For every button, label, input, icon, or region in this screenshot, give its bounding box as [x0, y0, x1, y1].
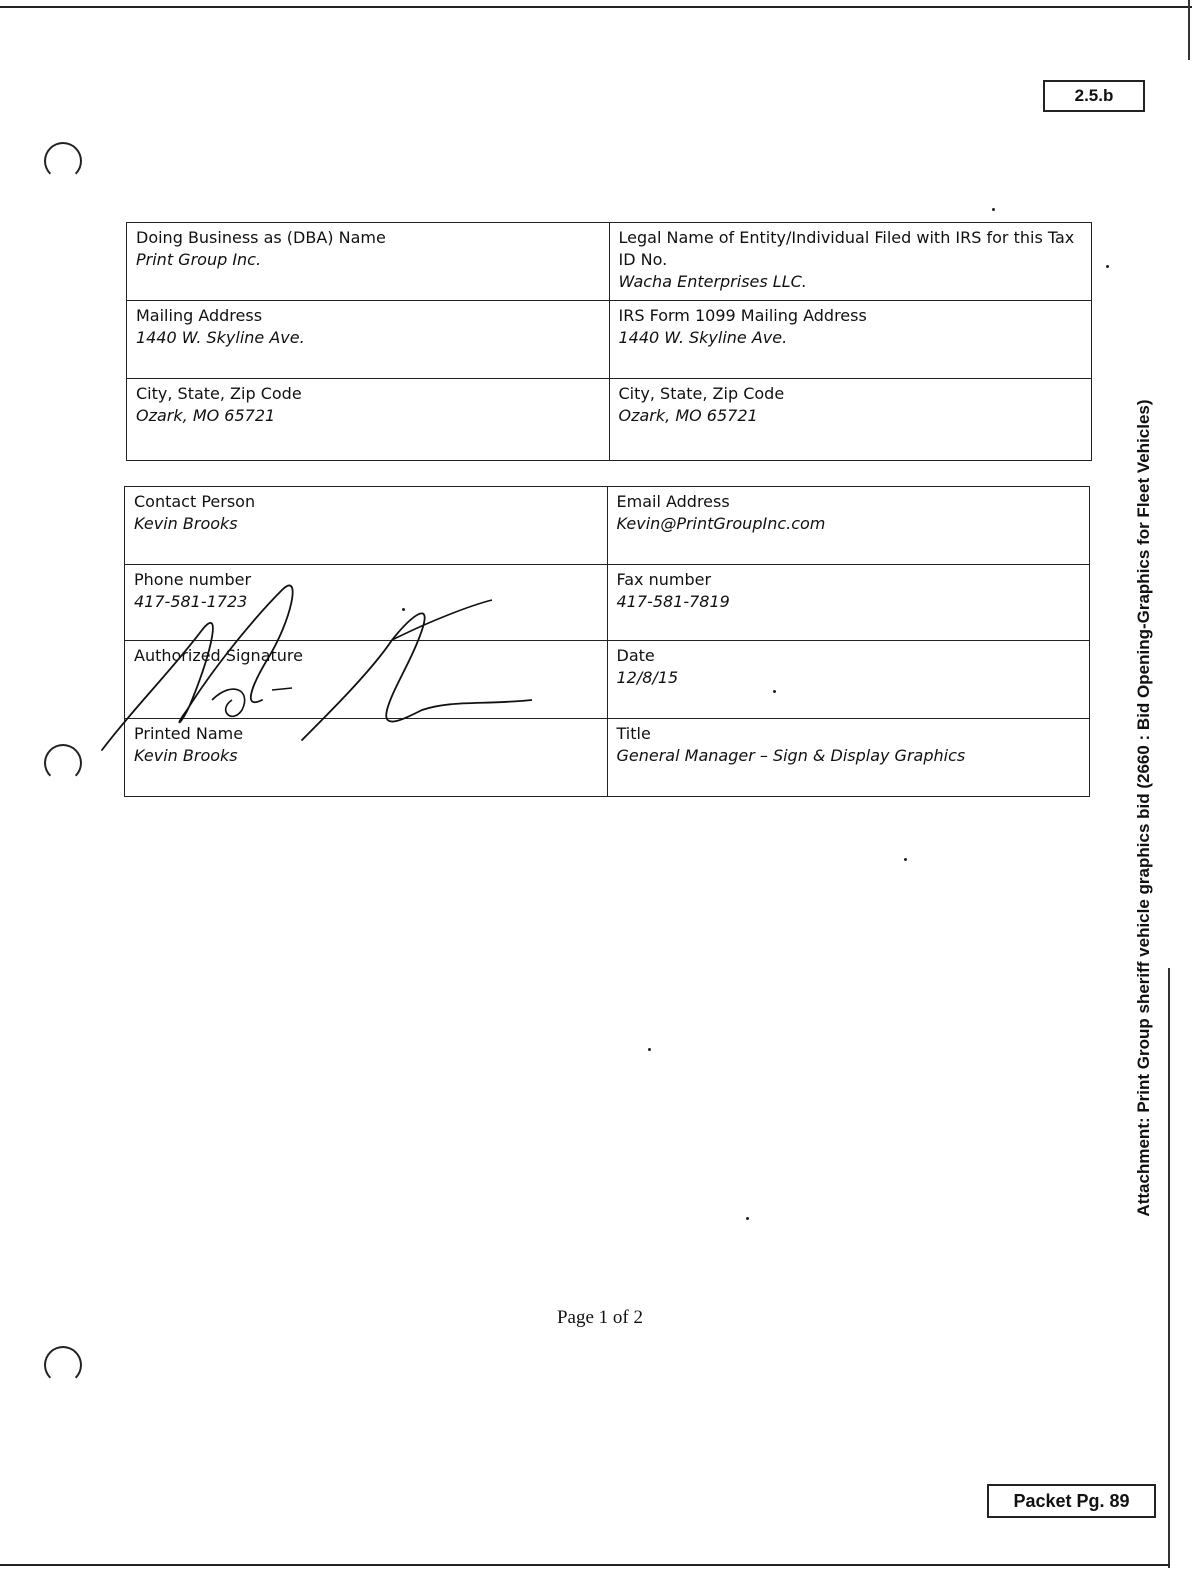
- table-row: [125, 719, 1090, 797]
- printed-name-cell: [125, 719, 608, 797]
- date-value: 12/8/15: [616, 668, 679, 687]
- dba-name-label: Doing Business as (DBA) Name: [136, 228, 386, 247]
- scan-speck: [746, 1217, 749, 1220]
- scan-speck: [904, 858, 907, 861]
- title-label: Title: [616, 724, 651, 743]
- scan-speck: [773, 690, 776, 693]
- title-cell: [607, 719, 1090, 797]
- punch-hole-top: [44, 142, 82, 180]
- contact-info-table: [124, 486, 1090, 797]
- fax-cell: [607, 565, 1090, 641]
- scan-speck: [992, 208, 995, 211]
- attachment-label: Attachment: Print Group sheriff vehicle graphics bid (2660 : Bid Opening-Graphics for Fleet Vehicles): [1134, 399, 1153, 1217]
- table-row: [125, 565, 1090, 641]
- signature-cell: [125, 641, 608, 719]
- scan-speck: [1106, 265, 1109, 268]
- legal-name-label: Legal Name of Entity/Individual Filed with IRS for this Tax ID No.: [618, 228, 1075, 269]
- mailing-address-cell: [127, 301, 610, 379]
- page-edge-top: [0, 6, 1192, 8]
- fax-value: 417-581-7819: [616, 592, 730, 611]
- contact-person-value: Kevin Brooks: [134, 514, 238, 533]
- page-number: Page 1 of 2: [556, 1307, 643, 1328]
- mailing-address-label: Mailing Address: [136, 306, 263, 325]
- punch-hole-bottom: [44, 1346, 82, 1384]
- city-state-zip-value: Ozark, MO 65721: [136, 406, 276, 425]
- vendor-info-table: [126, 222, 1092, 461]
- table-row: [127, 223, 1092, 301]
- fax-label: Fax number: [616, 570, 712, 589]
- table-row: [125, 641, 1090, 719]
- phone-value: 417-581-1723: [134, 592, 248, 611]
- scan-speck: [402, 608, 405, 611]
- irs-city-state-zip-value: Ozark, MO 65721: [618, 406, 758, 425]
- city-state-zip-label: City, State, Zip Code: [136, 384, 302, 403]
- city-state-zip-cell: [127, 379, 610, 461]
- table-row: [127, 301, 1092, 379]
- mailing-address-value: 1440 W. Skyline Ave.: [136, 328, 305, 347]
- legal-name-cell: [609, 223, 1092, 301]
- contact-person-label: Contact Person: [134, 492, 256, 511]
- table-row: [127, 379, 1092, 461]
- date-cell: [607, 641, 1090, 719]
- punch-hole-middle: [44, 744, 82, 782]
- section-tag: 2.5.b: [1043, 80, 1145, 112]
- page-edge-right: [1188, 0, 1190, 60]
- printed-name-label: Printed Name: [134, 724, 244, 743]
- email-cell: [607, 487, 1090, 565]
- signature-label: Authorized Signature: [134, 646, 303, 665]
- page-edge-bottom: [0, 1564, 1170, 1566]
- irs-address-cell: [609, 301, 1092, 379]
- table-row: [125, 487, 1090, 565]
- irs-address-label: IRS Form 1099 Mailing Address: [618, 306, 867, 325]
- phone-label: Phone number: [134, 570, 252, 589]
- page-edge-right-lower: [1168, 968, 1170, 1568]
- packet-page: Packet Pg. 89: [987, 1484, 1156, 1518]
- date-label: Date: [616, 646, 655, 665]
- irs-city-state-zip-label: City, State, Zip Code: [618, 384, 785, 403]
- title-value: General Manager – Sign & Display Graphics: [616, 746, 966, 765]
- email-value: Kevin@PrintGroupInc.com: [616, 514, 826, 533]
- printed-name-value: Kevin Brooks: [134, 746, 238, 765]
- irs-address-value: 1440 W. Skyline Ave.: [618, 328, 788, 347]
- email-label: Email Address: [616, 492, 730, 511]
- dba-name-value: Print Group Inc.: [136, 250, 262, 269]
- legal-name-value: Wacha Enterprises LLC.: [618, 272, 807, 291]
- contact-person-cell: [125, 487, 608, 565]
- dba-name-cell: [127, 223, 610, 301]
- irs-city-state-zip-cell: [609, 379, 1092, 461]
- phone-cell: [125, 565, 608, 641]
- scan-speck: [648, 1048, 651, 1051]
